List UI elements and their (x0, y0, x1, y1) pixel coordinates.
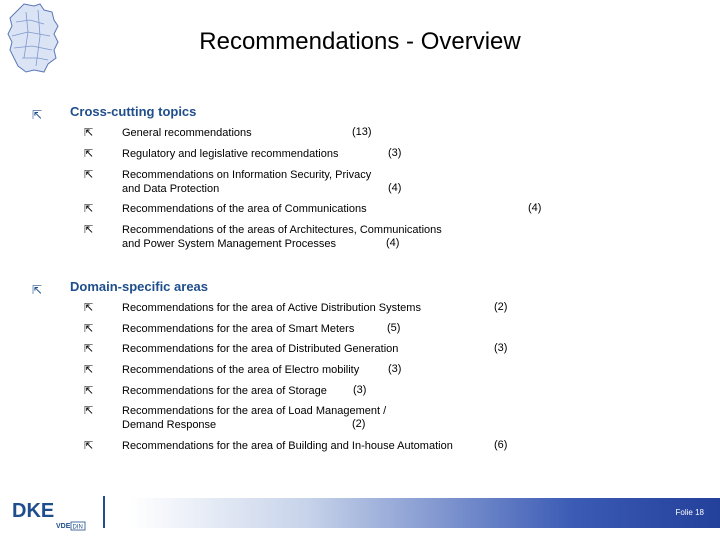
item-count: (6) (494, 439, 508, 451)
list-item: Recommendations for the area of Distributed Generation (122, 343, 399, 355)
item-count: (4) (388, 182, 402, 194)
list-item: Recommendations of the area of Communications (122, 203, 367, 215)
list-item: Recommendations on Information Security, Privacy and Data Protection (122, 169, 372, 195)
list-item: Recommendations for the area of Storage (122, 385, 327, 397)
list-item: Recommendations of the area of Electro mobility (122, 364, 360, 376)
din-logo-text: DIN (72, 524, 83, 531)
vde-logo-text: VDE (56, 523, 71, 530)
item-count: (3) (388, 147, 402, 159)
item-count: (2) (352, 418, 366, 430)
item-count: (2) (494, 301, 508, 313)
item-count: (5) (387, 322, 401, 334)
item-count: (4) (386, 237, 400, 249)
list-item: Recommendations of the areas of Architectures, Communications and Power System Management Processes (122, 224, 442, 250)
item-bullet-icon: ⇱ (84, 385, 94, 397)
section-bullet-icon: ⇱ (32, 108, 43, 122)
item-bullet-icon: ⇱ (84, 405, 94, 417)
list-item: Recommendations for the area of Active Distribution Systems (122, 302, 421, 314)
section-bullet-icon: ⇱ (32, 283, 43, 297)
footer-gradient-band (130, 498, 720, 528)
item-bullet-icon: ⇱ (84, 127, 94, 139)
item-bullet-icon: ⇱ (84, 364, 94, 376)
item-count: (4) (528, 202, 542, 214)
section-heading-domain-specific: Domain-specific areas (70, 279, 209, 294)
item-bullet-icon: ⇱ (84, 440, 94, 452)
item-bullet-icon: ⇱ (84, 224, 94, 236)
item-bullet-icon: ⇱ (84, 203, 94, 215)
item-count: (13) (352, 126, 372, 138)
slide-title: Recommendations - Overview (199, 28, 521, 55)
item-bullet-icon: ⇱ (84, 302, 94, 314)
section-heading-cross-cutting: Cross-cutting topics (70, 104, 197, 119)
dke-logo (10, 497, 88, 531)
item-bullet-icon: ⇱ (84, 169, 94, 181)
list-item: Recommendations for the area of Smart Meters (122, 323, 355, 335)
item-count: (3) (388, 363, 402, 375)
item-bullet-icon: ⇱ (84, 343, 94, 355)
list-item: Recommendations for the area of Building and In-house Automation (122, 440, 453, 452)
item-bullet-icon: ⇱ (84, 323, 94, 335)
slide-number: Folie 18 (675, 508, 704, 517)
footer-divider (103, 496, 105, 528)
list-item: General recommendations (122, 127, 252, 139)
dke-logo-text: DKE (12, 500, 55, 522)
item-count: (3) (353, 384, 367, 396)
list-item: Regulatory and legislative recommendations (122, 148, 339, 160)
list-item: Recommendations for the area of Load Management / Demand Response (122, 405, 387, 431)
item-count: (3) (494, 342, 508, 354)
item-bullet-icon: ⇱ (84, 148, 94, 160)
